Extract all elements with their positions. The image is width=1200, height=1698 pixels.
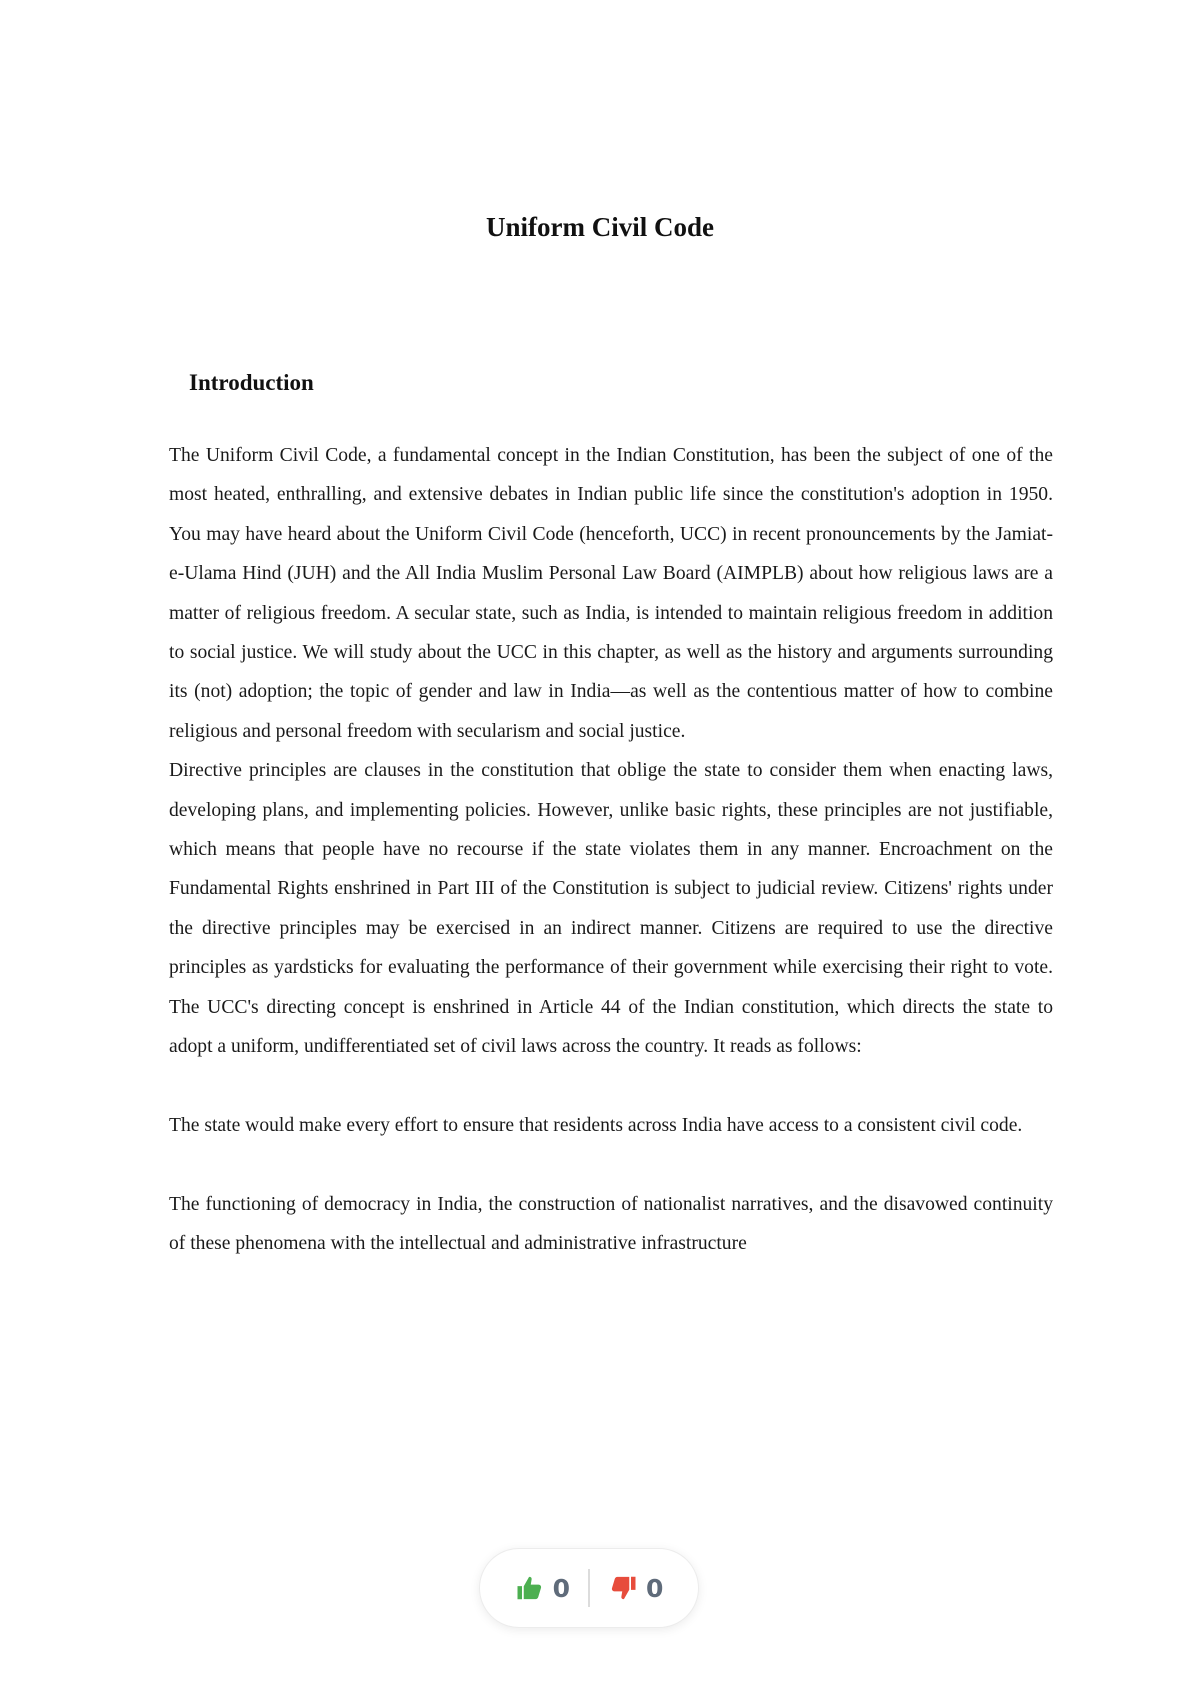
reaction-bar <box>479 1548 699 1628</box>
paragraph-democracy: The functioning of democracy in India, the construction of nationalist narratives, and the disavowed continuity of these phenomena with the intellectual and administrative infrastructure <box>169 1193 1053 1255</box>
like-button[interactable] <box>505 1573 580 1603</box>
paragraph-directive-principles: Directive principles are clauses in the constitution that oblige the state to consider them when enacting laws, developing plans, and implementing policies. However, unlike basic rights, these principles are not justifiable, which means that people have no recourse if the state violates them in any manner. Encroachment on the Fundamental Rights enshrined in Part III of the Constitution is subject to judicial review. Citizens' rights under the directive principles may be exercised in an indirect manner. Citizens are required to use the directive principles as yardsticks for evaluating the performance of their government while exercising their right to vote. The UCC's directing concept is enshrined in Article 44 of the Indian constitution, which directs the state to adopt a uniform, undifferentiated set of civil laws across the country. It reads as follows: <box>169 760 1053 1058</box>
thumbs-down-icon <box>608 1573 638 1603</box>
like-count: 0 <box>552 1573 570 1603</box>
dislike-count: 0 <box>646 1573 664 1603</box>
document-body <box>169 436 1053 1264</box>
thumbs-up-icon <box>515 1573 545 1603</box>
paragraph-article-44: The state would make every effort to ensure that residents across India have access to a consistent civil code. <box>169 1114 1023 1136</box>
section-heading: Introduction <box>189 370 314 395</box>
paragraph-intro: The Uniform Civil Code, a fundamental concept in the Indian Constitution, has been the subject of one of the most heated, enthralling, and extensive debates in Indian public life since the constitution's adoption in 1950. You may have heard about the Uniform Civil Code (henceforth, UCC) in recent pronouncements by the Jamiat-e-Ulama Hind (JUH) and the All India Muslim Personal Law Board (AIMPLB) about how religious laws are a matter of religious freedom. A secular state, such as India, is intended to maintain religious freedom in addition to social justice. We will study about the UCC in this chapter, as well as the history and arguments surrounding its (not) adoption; the topic of gender and law in India—as well as the contentious matter of how to combine religious and personal freedom with secularism and social justice. <box>169 445 1053 742</box>
reaction-divider <box>588 1569 590 1607</box>
dislike-button[interactable] <box>598 1573 673 1603</box>
document-title: Uniform Civil Code <box>486 212 714 242</box>
